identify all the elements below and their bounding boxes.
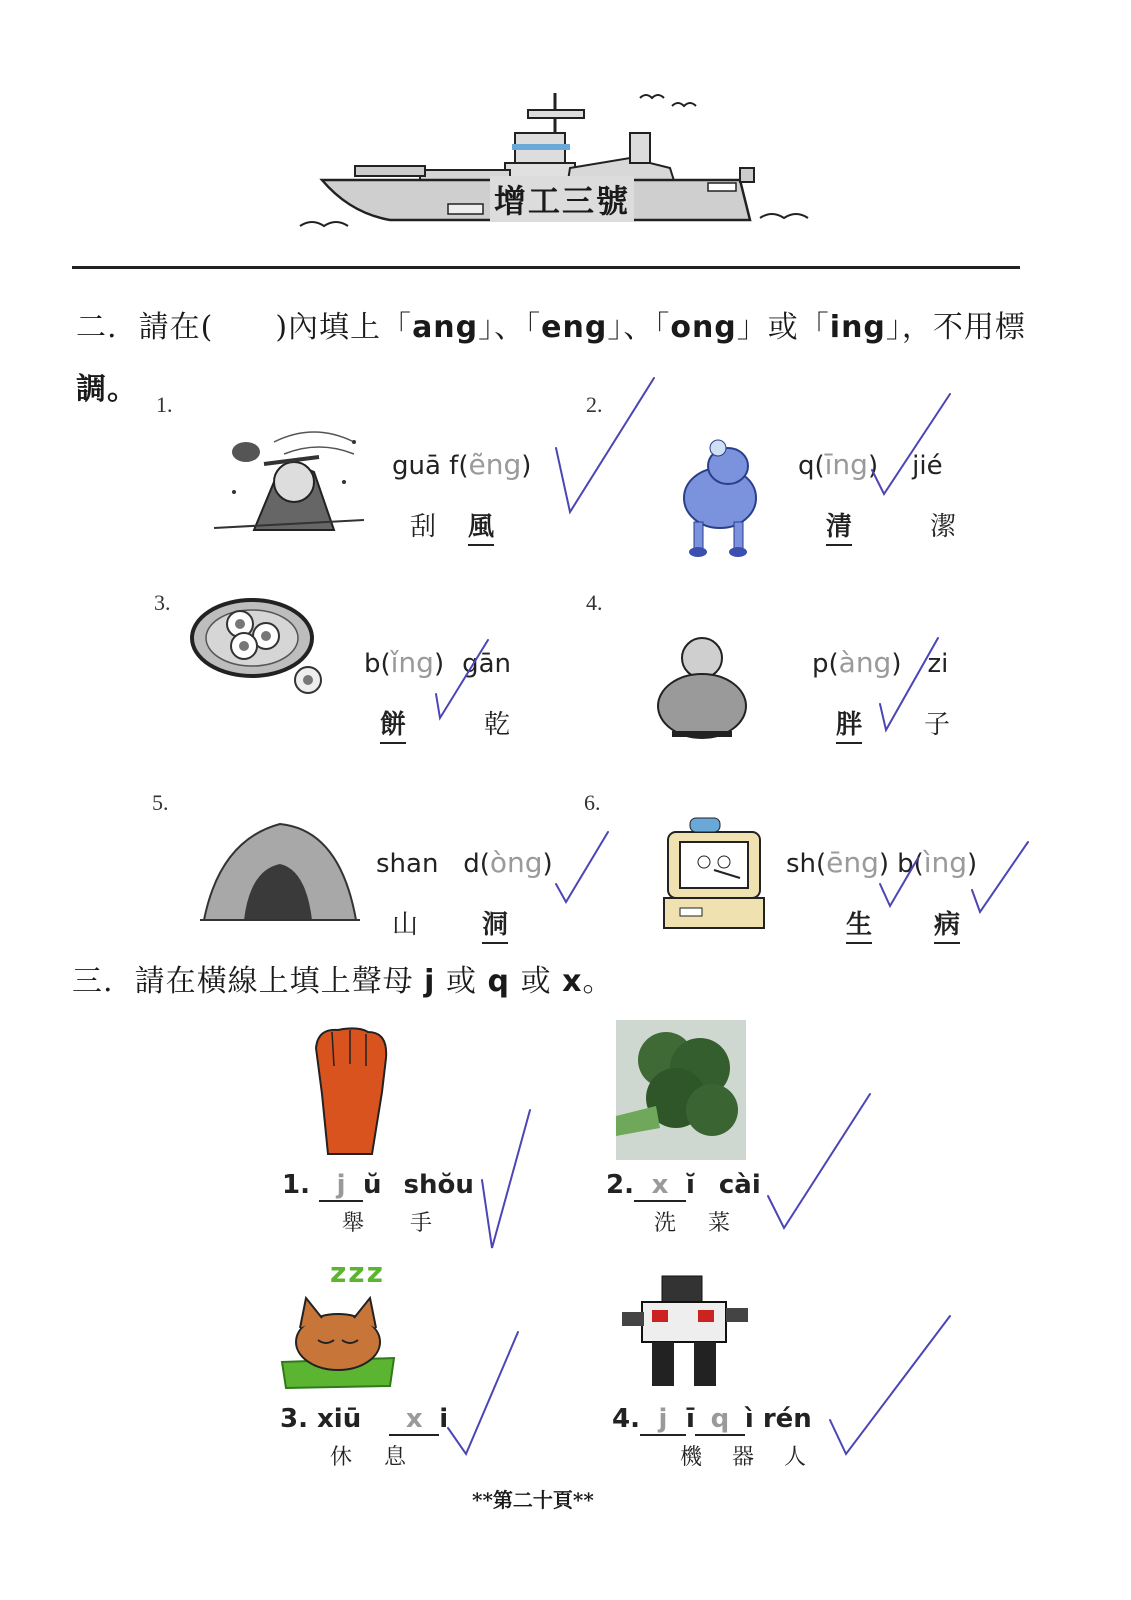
handwritten-answer: īng <box>824 448 868 481</box>
handwritten-answer: ǐng <box>390 646 434 679</box>
item3-hanzi-1: 餅 <box>380 704 406 744</box>
item-number: 2. <box>586 392 603 417</box>
item4-pinyin: p(àng) zi <box>812 646 949 679</box>
check-mark-icon <box>556 378 654 512</box>
s3-item4-hanzi-1: 機 <box>680 1445 703 1470</box>
banner-title: 增工三號 <box>490 176 634 222</box>
s3-item2-hanzi-1: 洗 <box>654 1211 677 1236</box>
item1-pinyin: guā f(ẽng) <box>392 448 532 481</box>
item2-pinyin: q(īng) jié <box>798 448 943 481</box>
s3-item3-hanzi-2: 息 <box>384 1445 407 1470</box>
s3-item4-pinyin: 4. j ī q ì rén <box>612 1404 812 1434</box>
handwritten-answer: x <box>651 1170 669 1200</box>
item5-hanzi-2: 洞 <box>482 904 508 944</box>
s3-item2-pinyin: 2. x ĭ cài <box>606 1170 761 1200</box>
item3-hanzi-2: 乾 <box>484 710 511 740</box>
check-mark-icon <box>436 640 488 718</box>
handwritten-answer: q <box>710 1404 730 1434</box>
item-number: 3. <box>154 590 171 615</box>
handwritten-answer: àng <box>838 646 892 679</box>
item-number: 1. <box>156 392 173 417</box>
item1-hanzi-2: 風 <box>468 506 494 546</box>
item-number: 5. <box>152 790 169 815</box>
check-mark-icon <box>482 1110 530 1248</box>
handwritten-answer: j <box>658 1404 668 1434</box>
item5-hanzi-1: 山 <box>392 910 419 940</box>
item1-hanzi-1: 刮 <box>410 512 437 542</box>
item3-pinyin: b(ǐng) gān <box>364 646 512 679</box>
handwritten-answer: òng <box>489 846 543 879</box>
s3-item4-hanzi-3: 人 <box>784 1445 807 1470</box>
s3-item4-hanzi-2: 器 <box>732 1445 755 1470</box>
zzz-label: zzz <box>330 1256 385 1289</box>
check-mark-icon <box>872 394 950 494</box>
item5-pinyin: shan d(òng) <box>376 846 553 879</box>
section2-instruction-cont: 調。 <box>76 372 138 407</box>
section2-instruction: 二. 請在( )內填上「ang」、「eng」、「ong」或「ing」，不用標 <box>76 310 1026 345</box>
item6-hanzi-2: 病 <box>934 904 960 944</box>
s3-item1-pinyin: 1. j ŭ shŏu <box>282 1170 474 1200</box>
item6-pinyin: sh(ēng) b(ìng) <box>786 846 978 879</box>
s3-item2-hanzi-2: 菜 <box>708 1211 731 1236</box>
item2-hanzi-2: 潔 <box>930 512 957 542</box>
item-number: 6. <box>584 790 601 815</box>
s3-item3-hanzi-1: 休 <box>330 1445 353 1470</box>
check-mark-icon <box>972 842 1028 912</box>
section3-instruction: 三. 請在橫線上填上聲母 j 或 q 或 x。 <box>72 964 614 999</box>
item4-hanzi-1: 胖 <box>836 704 862 744</box>
handwritten-answer: ēng <box>826 846 879 879</box>
check-mark-icon <box>880 858 918 906</box>
handwritten-answer: j <box>336 1170 346 1200</box>
check-mark-icon <box>556 832 608 902</box>
handwritten-answer: ẽng <box>468 448 522 481</box>
item2-hanzi-1: 清 <box>826 506 852 546</box>
handwritten-answer: x <box>405 1404 423 1434</box>
check-mark-icon <box>880 638 938 730</box>
check-mark-icon <box>768 1094 870 1228</box>
check-mark-icon <box>448 1332 518 1454</box>
item-number: 4. <box>586 590 603 615</box>
item4-hanzi-2: 子 <box>924 710 951 740</box>
handwritten-answer: ìng <box>923 846 968 879</box>
s3-item1-hanzi-2: 手 <box>410 1211 433 1236</box>
page-number: **第二十頁** <box>472 1488 594 1512</box>
item6-hanzi-1: 生 <box>846 904 872 944</box>
check-mark-icon <box>830 1316 950 1454</box>
s3-item3-pinyin: 3. xiū x i <box>280 1404 449 1434</box>
s3-item1-hanzi-1: 舉 <box>342 1211 365 1236</box>
